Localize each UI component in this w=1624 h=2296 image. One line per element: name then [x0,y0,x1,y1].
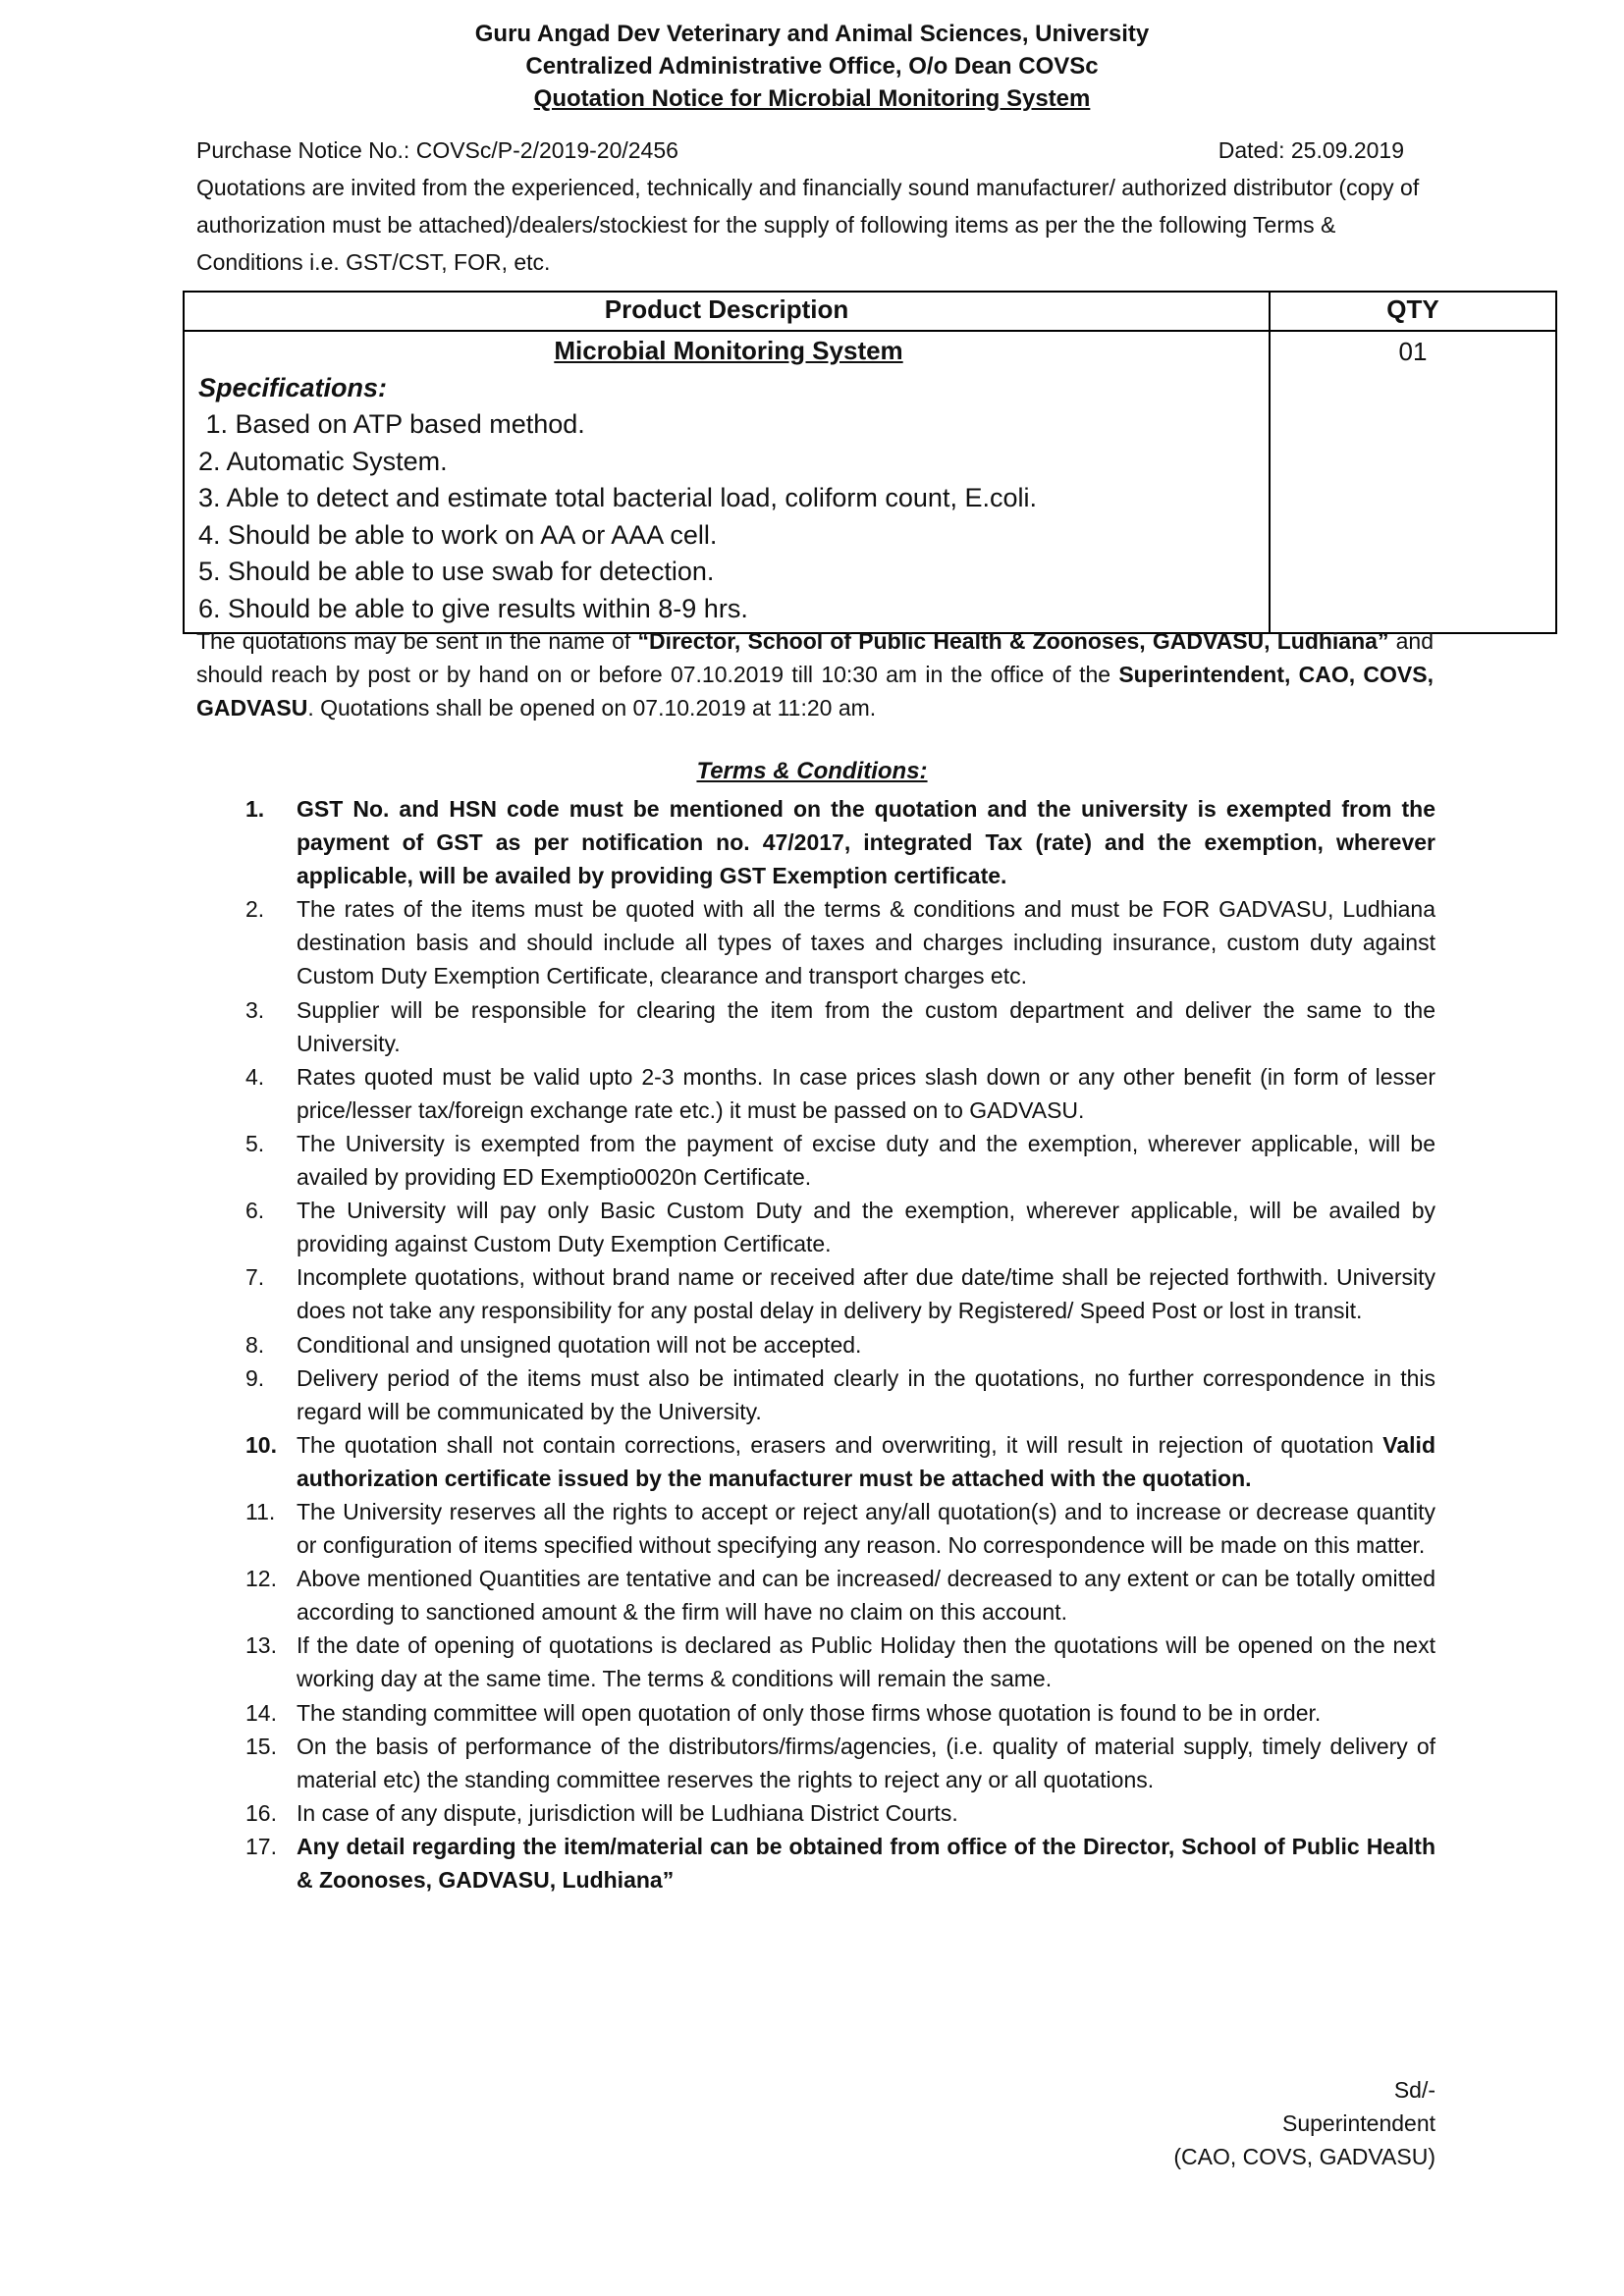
spec-item: 5. Should be able to use swab for detection. [198,557,715,587]
term-item [245,1260,1435,1327]
term-number: 10. [245,1431,277,1458]
term-text: If the date of opening of quotations is declared as Public Holiday then the quotations will be opened on the next working day at the same time. The terms & conditions will remain the same. [297,1632,1435,1692]
qty-cell: 01 [1270,331,1556,633]
term-number: 7. [245,1264,265,1291]
term-item [245,1194,1435,1260]
spec-item: 2. Automatic System. [198,446,448,476]
term-number: 17. [245,1833,277,1859]
term-item [245,1830,1435,1896]
table-row [184,331,1556,633]
term-number: 8. [245,1331,265,1358]
university-name: Guru Angad Dev Veterinary and Animal Sciences, University [474,21,1150,47]
terms-heading: Terms & Conditions: [696,758,928,784]
term-number: 9. [245,1364,265,1391]
notice-date: Dated: 25.09.2019 [1218,137,1404,163]
term-text [297,1428,1435,1495]
office-name: Centralized Administrative Office, O/o Dean COVSc [525,53,1099,80]
term-text: Conditional and unsigned quotation will not be accepted. [297,1331,862,1358]
term-item [245,1562,1435,1629]
addressee: “Director, School of Public Health & Zoonoses, GADVASU, Ludhiana” [637,628,1389,654]
term-text-bold: Valid authorization certificate issued by the manufacturer must be attached with the quotation. [297,1431,1435,1491]
spec-item: 3. Able to detect and estimate total bacterial load, coliform count, E.coli. [198,483,1037,513]
term-text: On the basis of performance of the distributors/firms/agencies, (i.e. quality of material supply, timely delivery of material etc) the standing committee reserves the rights to reject any or all quotations. [297,1733,1435,1792]
term-number: 2. [245,896,265,923]
term-number: 13. [245,1632,277,1659]
term-number: 14. [245,1699,277,1726]
term-text: The University will pay only Basic Custom Duty and the exemption, wherever applicable, will be availed by providing against Custom Duty Exemption Certificate. [297,1198,1435,1257]
spec-item: 4. Should be able to work on AA or AAA cell. [198,519,718,550]
term-number: 5. [245,1130,265,1156]
term-item [245,892,1435,992]
signature-sd: Sd/- [1393,2077,1435,2103]
term-number: 3. [245,996,265,1023]
term-item [245,1127,1435,1194]
term-item [245,1495,1435,1562]
signatory-title: Superintendent [1281,2110,1435,2136]
col-header-qty: QTY [1270,292,1556,331]
term-text: Supplier will be responsible for clearing the item from the custom department and deliver the same to the University. [297,996,1435,1056]
term-text: The rates of the items must be quoted with all the terms & conditions and must be FOR GADVASU, Ludhiana destination basis and should include all types of taxes and charges including insurance, custom duty against Custom Duty Exemption Certificate, clearance and transport charges etc. [297,896,1435,989]
term-text: In case of any dispute, jurisdiction will be Ludhiana District Courts. [297,1799,958,1826]
term-item [245,1629,1435,1695]
term-item [245,993,1435,1060]
term-text: Rates quoted must be valid upto 2-3 months. In case prices slash down or any other benefit (in form of lesser price/lesser tax/foreign exchange rate etc.) it must be passed on to GADVASU. [297,1063,1435,1123]
term-text: Any detail regarding the item/material can be obtained from office of the Director, School of Public Health & Zoonoses, GADVASU, Ludhiana” [297,1833,1435,1893]
table-header-row [184,292,1556,331]
product-name: Microbial Monitoring System [554,336,903,365]
term-item [245,1730,1435,1796]
office-addressee: Superintendent, CAO, COVS, GADVASU [196,662,1434,721]
signatory-office: (CAO, COVS, GADVASU) [1173,2144,1435,2169]
spec-item: 6. Should be able to give results within 8-9 hrs. [198,593,748,623]
term-number: 4. [245,1063,265,1090]
submission-text: The quotations may be sent in the name of [196,628,638,654]
notice-title: Quotation Notice for Microbial Monitoring System [533,85,1091,112]
description-cell [184,331,1270,633]
purchase-notice-number: Purchase Notice No.: COVSc/P-2/2019-20/2456 [196,137,678,163]
term-text: The University reserves all the rights to accept or reject any/all quotation(s) and to increase or decrease quantity or configuration of items specified without specifying any reason. No correspondence will be made on this matter. [297,1498,1435,1559]
submission-text: and should reach by post or by hand on or before 07.10.2019 till 10:30 am in the office of the [196,628,1435,687]
term-text-part: The quotation shall not contain corrections, erasers and overwriting, it will result in rejection of quotation [297,1431,1383,1458]
term-number: 6. [245,1198,265,1224]
term-item [245,1796,1435,1830]
notice-meta [196,135,1404,165]
document-header [0,18,1624,115]
term-number: 12. [245,1566,277,1592]
intro-paragraph: Quotations are invited from the experienced, technically and financially sound manufacturer/ authorized distributor (copy of authorization must be attached)/dealers/stockiest for the supply of following items as per the the following Terms & Conditions i.e. GST/CST, FOR, etc. [196,175,1420,275]
term-item [245,1060,1435,1127]
terms-list [245,792,1435,1896]
term-text: Delivery period of the items must also be intimated clearly in the quotations, no further correspondence in this regard will be communicated by the University. [297,1364,1435,1424]
term-text: The University is exempted from the payment of excise duty and the exemption, wherever applicable, will be availed by providing ED Exemptio0020n Certificate. [297,1130,1435,1191]
opening-text: . Quotations shall be opened on 07.10.2019 at 11:20 am. [307,695,877,721]
term-item [245,1428,1435,1495]
term-item [245,1328,1435,1362]
term-text: Above mentioned Quantities are tentative and can be increased/ decreased to any extent or can be totally omitted according to sanctioned amount & the firm will have no claim on this account. [297,1566,1435,1626]
signature-block [982,2073,1435,2173]
term-number: 11. [245,1498,276,1524]
term-text: GST No. and HSN code must be mentioned on the quotation and the university is exempted from the payment of GST as per notification no. 47/2017, integrated Tax (rate) and the exemption, wherever applicable, will be availed by providing GST Exemption certificate. [297,796,1435,889]
term-item [245,792,1435,892]
spec-item: 1. Based on ATP based method. [198,409,585,439]
term-number: 15. [245,1733,277,1759]
term-text: The standing committee will open quotation of only those firms whose quotation is found to be in order. [297,1699,1322,1726]
term-item [245,1362,1435,1428]
term-text: Incomplete quotations, without brand name or received after due date/time shall be rejected forthwith. University does not take any responsibility for any postal delay in delivery by Registered/ Speed Post or lost in transit. [297,1264,1435,1324]
specifications-heading: Specifications: [198,373,388,402]
items-table [183,291,1557,634]
col-header-description: Product Description [184,292,1270,331]
submission-paragraph [196,624,1434,724]
term-number: 16. [245,1799,277,1826]
term-item [245,1696,1435,1730]
term-number: 1. [245,796,265,822]
